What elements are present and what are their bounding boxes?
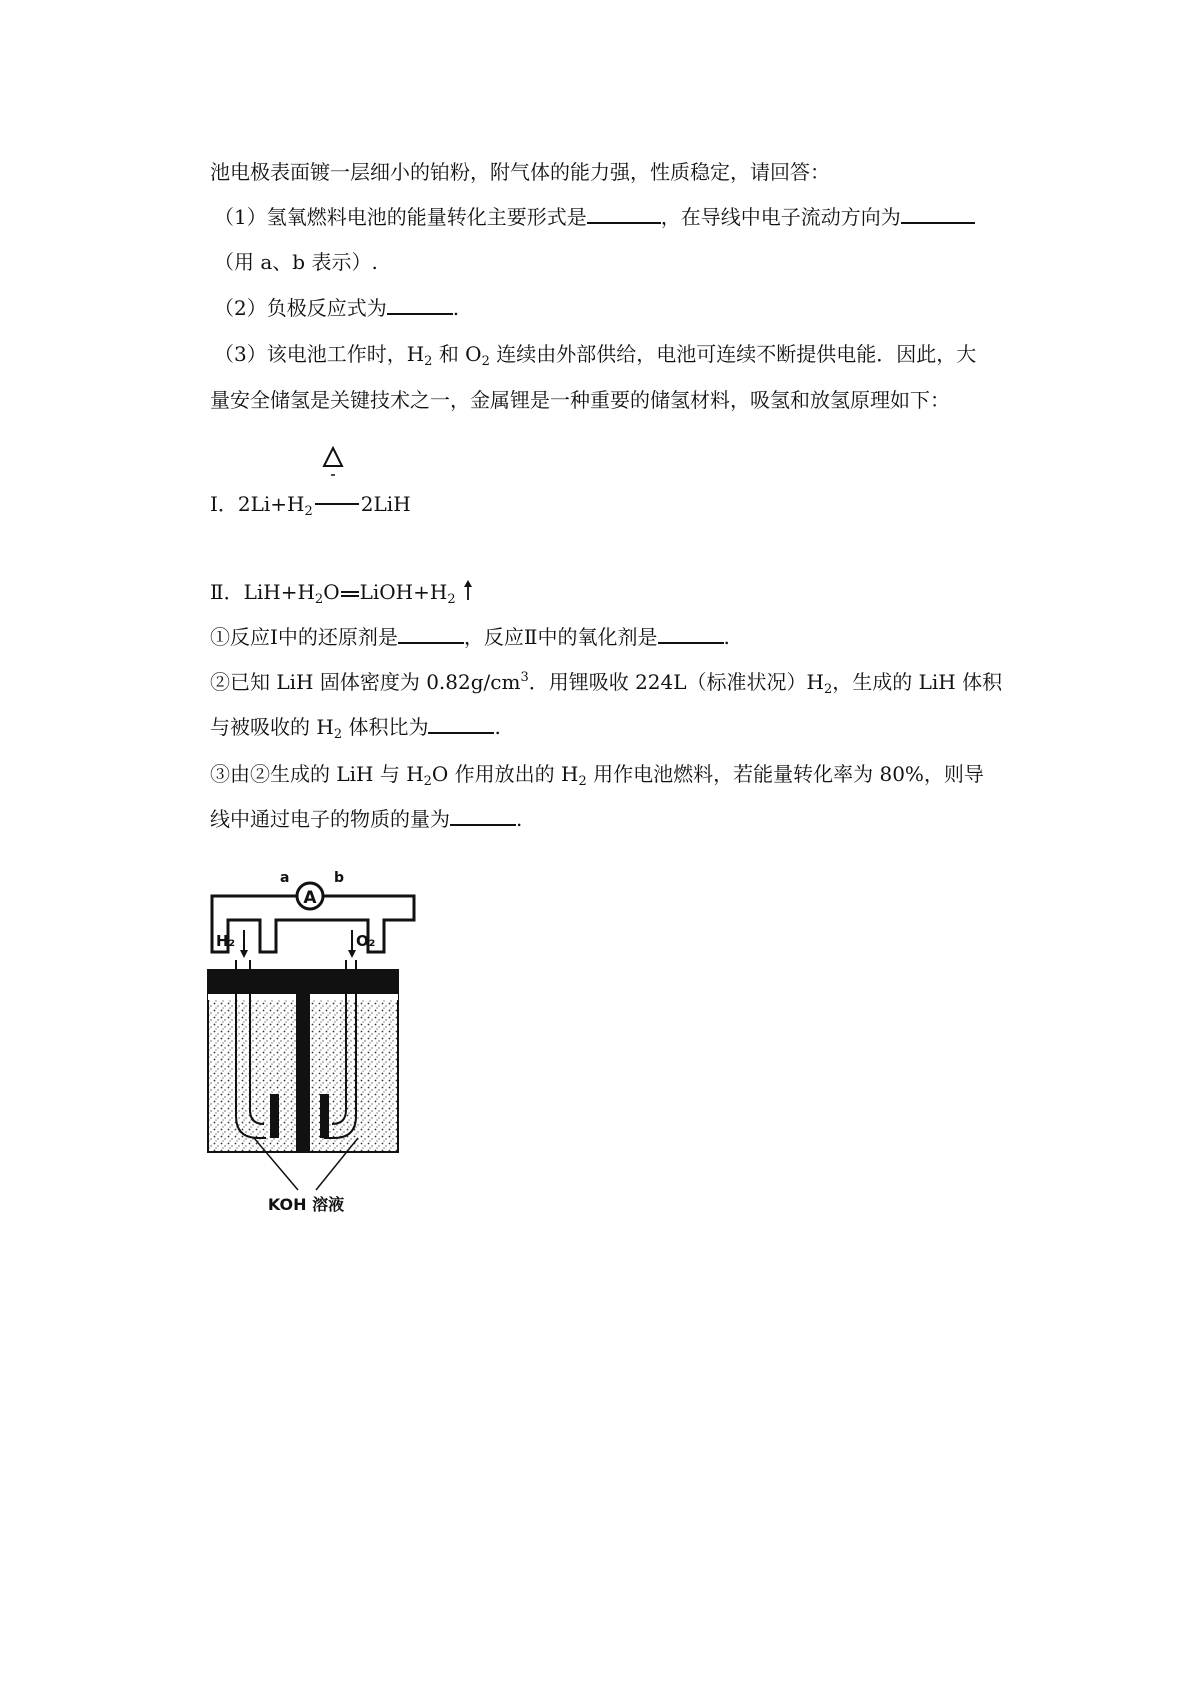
sub-question-3-line-2: 线中通过电子的物质的量为 . bbox=[210, 807, 523, 831]
fuel-cell-diagram bbox=[206, 848, 428, 1222]
negative-electrode bbox=[270, 1094, 279, 1138]
reaction-2: Ⅱ．$LiH+H_2O$ $LiOH+H_2$ bbox=[210, 578, 474, 606]
answer-blank[interactable] bbox=[587, 204, 661, 224]
answer-blank[interactable] bbox=[398, 624, 464, 644]
wire-a-label: a bbox=[280, 870, 290, 886]
heat-delta-icon bbox=[322, 446, 344, 480]
answer-blank[interactable] bbox=[450, 806, 516, 826]
h2-arrow-icon bbox=[240, 950, 248, 958]
h2-inlet-label: H₂ bbox=[216, 932, 236, 950]
answer-blank[interactable] bbox=[428, 714, 494, 734]
question-2: （2）负极反应式为 . bbox=[214, 296, 460, 320]
answer-blank[interactable] bbox=[658, 624, 724, 644]
positive-electrode bbox=[320, 1094, 329, 1138]
sub-question-3-line-1: ③由②生成的 LiH 与 $H_2O$ 作用放出的 $H_2$ 用作电池燃料，若能量转化率为 80%，则导 bbox=[210, 762, 984, 789]
equation-sign bbox=[315, 503, 359, 505]
answer-blank[interactable] bbox=[387, 295, 453, 315]
sub-question-2-line-2: 与被吸收的 $H_2$ 体积比为 . bbox=[210, 715, 501, 742]
question-3-line-1: （3）该电池工作时，$H_2$ 和 $O_2$ 连续由外部供给，电池可连续不断提供电能．因此，大 bbox=[214, 342, 977, 369]
electrolyte-label: KOH 溶液 bbox=[267, 1195, 345, 1214]
reaction-1: Ⅰ．$2Li+H_2$ 2LiH bbox=[210, 492, 411, 519]
ammeter-label: A bbox=[303, 888, 317, 908]
question-3-line-2: 量安全储氢是关键技术之一，金属锂是一种重要的储氢材料，吸氢和放氢原理如下： bbox=[210, 388, 950, 412]
answer-blank[interactable] bbox=[901, 204, 975, 224]
o2-arrow-icon bbox=[348, 950, 356, 958]
o2-inlet-label: O₂ bbox=[356, 932, 376, 950]
gas-arrow-up-icon bbox=[462, 579, 474, 601]
equation-sign bbox=[341, 591, 359, 597]
sub-question-2-line-1: ②已知 LiH 固体密度为 $0.82g/cm^3$．用锂吸收 224L（标准状况）$H_2$，生成的 LiH 体积 bbox=[210, 670, 1003, 697]
sub-question-1: ①反应Ⅰ中的还原剂是 ，反应Ⅱ中的氧化剂是 . bbox=[210, 625, 730, 649]
separator bbox=[296, 994, 310, 1152]
question-1-line-2: （用 a、b 表示）. bbox=[214, 250, 378, 274]
question-1-line-1: （1）氢氧燃料电池的能量转化主要形式是 ，在导线中电子流动方向为 bbox=[214, 203, 975, 231]
wire-b-label: b bbox=[334, 870, 345, 886]
text-line-1: 池电极表面镀一层细小的铂粉，附气体的能力强，性质稳定，请回答： bbox=[210, 160, 830, 184]
